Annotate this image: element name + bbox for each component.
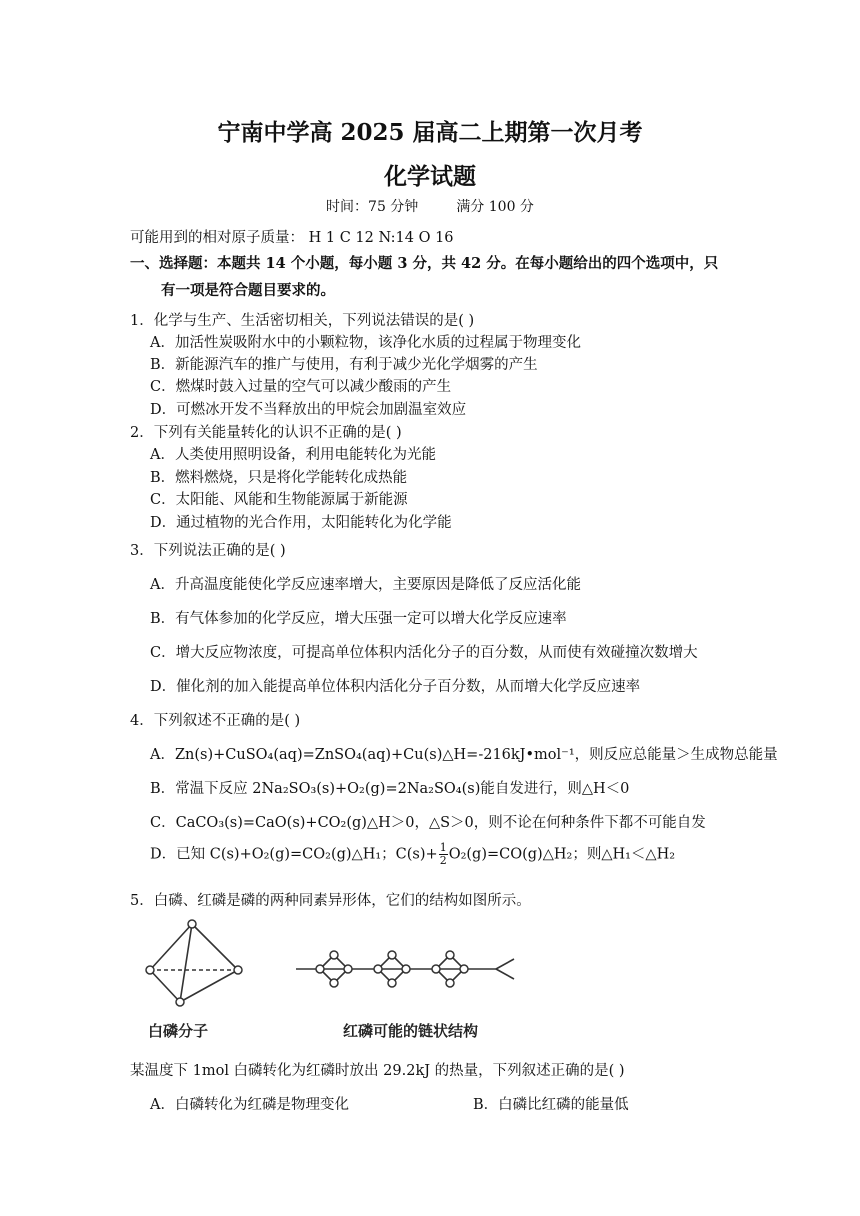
- exam-subtitle: 化学试题: [384, 163, 476, 190]
- q4-option-b: B．常温下反应 2Na₂SO₃(s)+O₂(g)=2Na₂SO₄(s)能自发进行，则△H＜0: [150, 781, 630, 797]
- exam-time-score: [0, 196, 860, 216]
- white-phosphorus-diagram: [140, 916, 260, 1020]
- q2-option-d: D．通过植物的光合作用，太阳能转化为化学能: [150, 515, 452, 531]
- exam-full-score: 满分 100 分: [456, 199, 534, 215]
- q1-option-b: B．新能源汽车的推广与使用，有利于减少光化学烟雾的产生: [150, 357, 538, 373]
- q2-option-b: B．燃料燃烧，只是将化学能转化成热能: [150, 470, 408, 486]
- q4-option-d-pre: D．已知 C(s)+O₂(g)=CO₂(g)△H₁；C(s)+: [150, 846, 438, 863]
- q5-stem: 5．白磷、红磷是磷的两种同素异形体，它们的结构如图所示。: [130, 893, 531, 909]
- fraction-one-half: [439, 842, 448, 867]
- q5-body: 某温度下 1mol 白磷转化为红磷时放出 29.2kJ 的热量，下列叙述正确的是( ): [130, 1063, 625, 1079]
- q1-option-c: C．燃煤时鼓入过量的空气可以减少酸雨的产生: [150, 379, 452, 395]
- q4-option-a: A．Zn(s)+CuSO₄(aq)=ZnSO₄(aq)+Cu(s)△H=-216kJ•mol⁻¹，则反应总能量＞生成物总能量: [150, 747, 778, 763]
- q4-option-c: C．CaCO₃(s)=CaO(s)+CO₂(g)△H＞0，△S＞0，则不论在何种条件下都不可能自发: [150, 815, 706, 831]
- red-phosphorus-diagram: [290, 945, 522, 995]
- q4-option-d-post: O₂(g)=CO(g)△H₂；则△H₁＜△H₂: [448, 846, 676, 863]
- exam-time: 时间：75 分钟: [326, 199, 419, 215]
- atomic-mass-line: 可能用到的相对原子质量： H 1 C 12 N:14 O 16: [130, 230, 454, 246]
- fraction-numerator: 1: [439, 841, 447, 854]
- q3-option-b: B．有气体参加的化学反应，增大压强一定可以增大化学反应速率: [150, 611, 567, 627]
- q3-stem: 3．下列说法正确的是( ): [130, 543, 286, 559]
- white-phosphorus-caption: 白磷分子: [148, 1022, 209, 1040]
- q4-option-d: [150, 842, 675, 867]
- section-heading-line2: 有一项是符合题目要求的。: [161, 282, 335, 299]
- q1-stem: 1．化学与生产、生活密切相关，下列说法错误的是( ): [130, 313, 475, 329]
- q1-option-a: A．加活性炭吸附水中的小颗粒物，该净化水质的过程属于物理变化: [150, 335, 581, 351]
- q5-option-a: A．白磷转化为红磷是物理变化: [150, 1097, 349, 1113]
- exam-title: 宁南中学高 2025 届高二上期第一次月考: [217, 119, 643, 146]
- q5-option-b: B．白磷比红磷的能量低: [473, 1097, 629, 1113]
- fraction-denominator: 2: [439, 854, 447, 867]
- q2-option-c: C．太阳能、风能和生物能源属于新能源: [150, 492, 408, 508]
- q3-option-d: D．催化剂的加入能提高单位体积内活化分子百分数，从而增大化学反应速率: [150, 679, 641, 695]
- q1-option-d: D．可燃冰开发不当释放出的甲烷会加剧温室效应: [150, 402, 467, 418]
- q2-option-a: A．人类使用照明设备，利用电能转化为光能: [150, 447, 436, 463]
- q3-option-a: A．升高温度能使化学反应速率增大，主要原因是降低了反应活化能: [150, 577, 581, 593]
- q3-option-c: C．增大反应物浓度，可提高单位体积内活化分子的百分数，从而使有效碰撞次数增大: [150, 645, 698, 661]
- section-heading-line1: 一、选择题：本题共 14 个小题，每小题 3 分，共 42 分。在每小题给出的四个选项中，只: [130, 255, 719, 272]
- q4-stem: 4．下列叙述不正确的是( ): [130, 713, 301, 729]
- q2-stem: 2．下列有关能量转化的认识不正确的是( ): [130, 425, 402, 441]
- red-phosphorus-caption: 红磷可能的链状结构: [343, 1022, 479, 1040]
